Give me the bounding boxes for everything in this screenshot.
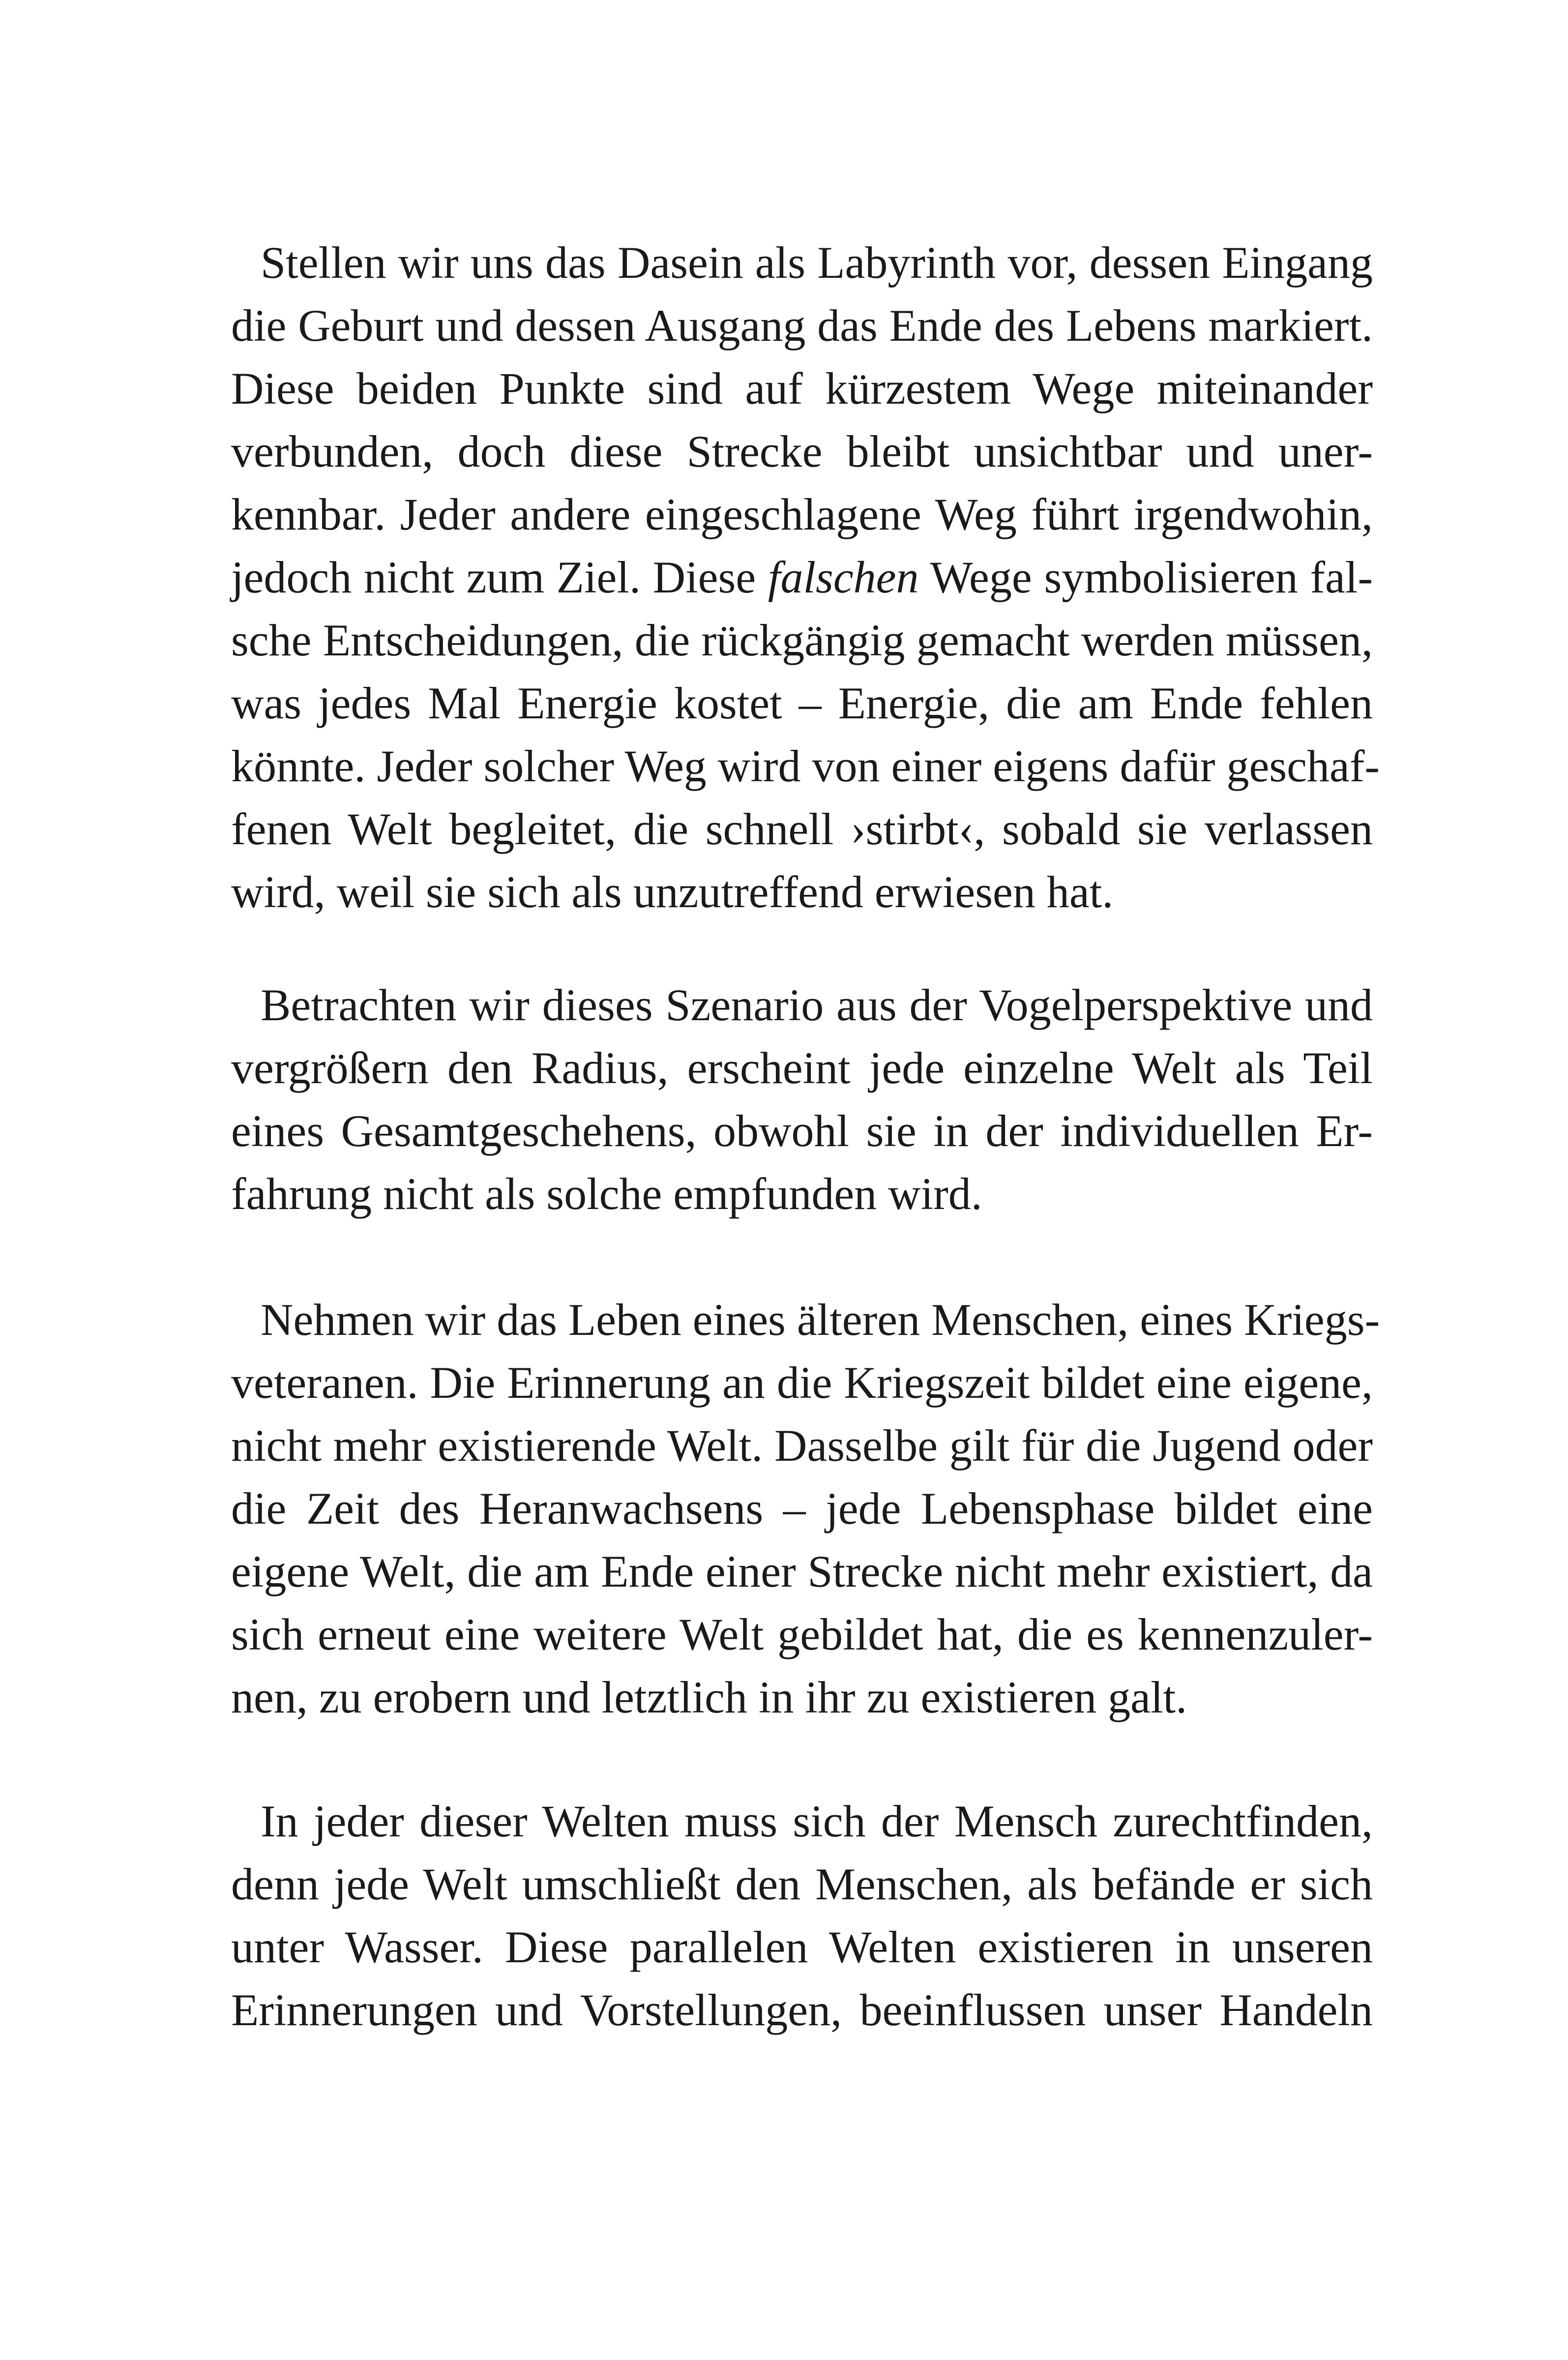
text-line: Nehmen wir das Leben eines älteren Menschen, eines Kriegs- bbox=[261, 1295, 1380, 1345]
text-line: nicht mehr existierende Welt. Dasselbe gilt für die Jugend oder bbox=[231, 1420, 1373, 1471]
paragraph-4 bbox=[231, 1790, 1373, 2041]
text-line: Stellen wir uns das Dasein als Labyrinth vor, dessen Eingang bbox=[261, 237, 1373, 288]
text-line: eines Gesamtgeschehens, obwohl sie in der individuellen Er- bbox=[231, 1106, 1373, 1156]
text-line: vergrößern den Radius, erscheint jede einzelne Welt als Teil bbox=[231, 1043, 1373, 1093]
paragraph-1 bbox=[231, 231, 1380, 923]
text-line: verbunden, doch diese Strecke bleibt unsichtbar und uner- bbox=[231, 426, 1373, 476]
emphasized-word: falschen bbox=[768, 552, 919, 602]
text-line: nen, zu erobern und letztlich in ihr zu existieren galt. bbox=[231, 1672, 1187, 1722]
text-line: wird, weil sie sich als unzutreffend erwiesen hat. bbox=[231, 867, 1114, 917]
text-line: die Zeit des Heranwachsens – jede Lebensphase bildet eine bbox=[231, 1483, 1373, 1534]
text-line: kennbar. Jeder andere eingeschlagene Weg führt irgendwohin, bbox=[231, 489, 1373, 539]
text-line: was jedes Mal Energie kostet – Energie, die am Ende fehlen bbox=[231, 678, 1373, 728]
text-fragment: jedoch nicht zum Ziel. Diese bbox=[231, 552, 756, 602]
text-line: sche Entscheidungen, die rückgängig gemacht werden müssen, bbox=[231, 615, 1373, 665]
text-line: denn jede Welt umschließt den Menschen, als befände er sich bbox=[231, 1859, 1373, 1909]
text-line: könnte. Jeder solcher Weg wird von einer eigens dafür geschaf- bbox=[231, 741, 1380, 791]
text-line: Erinnerungen und Vorstellungen, beeinflussen unser Handeln bbox=[231, 1985, 1373, 2035]
text-line: sich erneut eine weitere Welt gebildet hat, die es kennenzuler- bbox=[231, 1609, 1373, 1659]
text-line bbox=[231, 546, 1373, 609]
text-line: Diese beiden Punkte sind auf kürzestem Wege miteinander bbox=[231, 363, 1373, 413]
text-line: unter Wasser. Diese parallelen Welten existieren in unseren bbox=[231, 1922, 1373, 1972]
text-line: veteranen. Die Erinnerung an die Kriegszeit bildet eine eigene, bbox=[231, 1357, 1373, 1408]
paragraph-2 bbox=[231, 974, 1373, 1225]
text-line: die Geburt und dessen Ausgang das Ende des Lebens markiert. bbox=[231, 300, 1373, 351]
text-line: fahrung nicht als solche empfunden wird. bbox=[231, 1169, 982, 1219]
text-line: eigene Welt, die am Ende einer Strecke nicht mehr existiert, da bbox=[231, 1546, 1373, 1596]
text-line: fenen Welt begleitet, die schnell ›stirbt‹, sobald sie verlassen bbox=[231, 804, 1373, 854]
text-fragment: Wege symbolisieren fal- bbox=[930, 552, 1373, 602]
text-line: In jeder dieser Welten muss sich der Mensch zurechtfinden, bbox=[261, 1796, 1373, 1846]
paragraph-3 bbox=[231, 1288, 1380, 1729]
text-line: Betrachten wir dieses Szenario aus der Vogelperspektive und bbox=[261, 980, 1373, 1030]
